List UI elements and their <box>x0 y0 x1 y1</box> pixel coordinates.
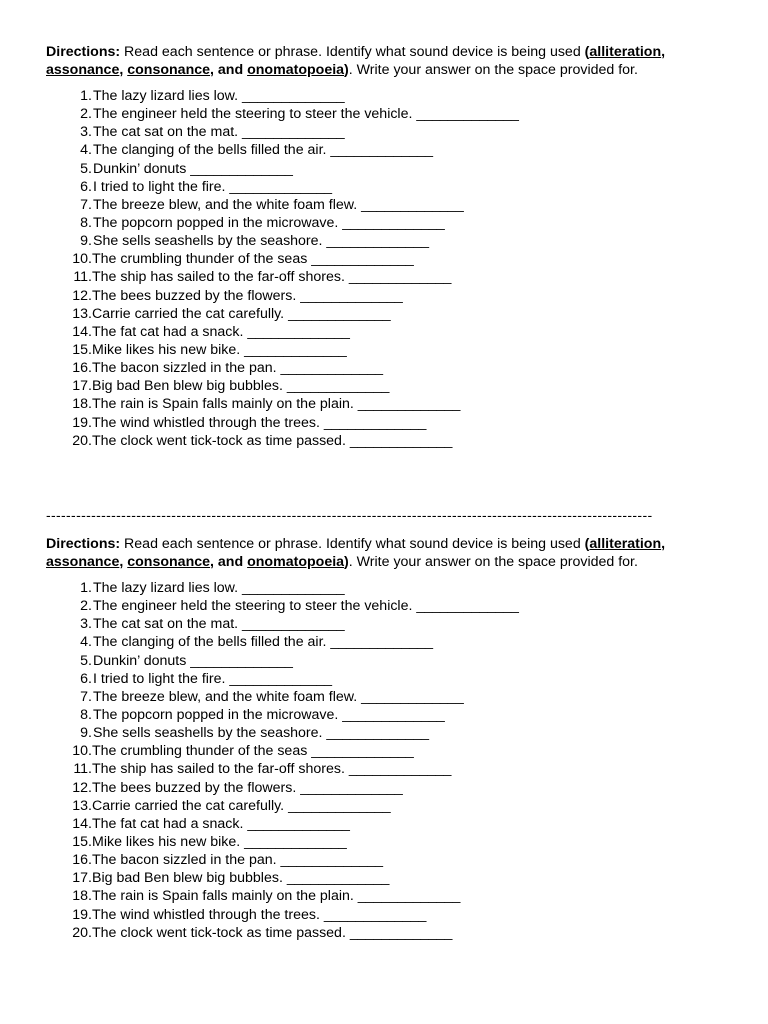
question-text: The crumbling thunder of the seas _____________ <box>92 251 414 268</box>
directions-text: Read each sentence or phrase. Identify what sound device is being used <box>120 44 585 60</box>
directions-text: Read each sentence or phrase. Identify what sound device is being used <box>120 536 585 552</box>
device-onomatopoeia: onomatopoeia <box>247 554 345 570</box>
question-item <box>46 250 726 268</box>
question-number: 3. <box>80 616 92 633</box>
question-number: 13. <box>72 797 92 814</box>
question-text: The lazy lizard lies low. _____________ <box>93 88 345 104</box>
question-item <box>46 887 726 905</box>
question-text: The lazy lizard lies low. _____________ <box>93 580 345 596</box>
question-text: The rain is Spain falls mainly on the plain. _____________ <box>92 396 461 413</box>
question-text: Dunkin’ donuts _____________ <box>93 652 293 669</box>
question-number: 19. <box>72 414 92 431</box>
question-item <box>46 141 726 159</box>
question-number: 7. <box>80 688 92 705</box>
question-number: 20. <box>72 924 92 941</box>
question-item <box>46 395 726 413</box>
device-consonance: consonance <box>127 554 211 570</box>
question-item <box>46 214 726 232</box>
question-number: 12. <box>72 287 92 304</box>
question-text: Mike likes his new bike. _____________ <box>92 833 347 850</box>
question-item <box>46 414 726 432</box>
question-item <box>46 377 726 395</box>
question-number: 5. <box>80 652 92 669</box>
question-text: She sells seashells by the seashore. _____________ <box>93 725 430 742</box>
question-item <box>46 87 726 105</box>
question-number: 11. <box>73 269 92 286</box>
directions-instructions: . Write your answer on the space provided for. <box>348 62 638 78</box>
question-item <box>46 305 726 323</box>
question-number: 18. <box>72 888 92 905</box>
question-number: 9. <box>80 725 92 742</box>
worksheet-top <box>46 43 726 450</box>
question-number: 8. <box>80 214 92 231</box>
question-item <box>46 579 726 597</box>
question-item <box>46 359 726 377</box>
device-alliteration: alliteration <box>589 44 662 60</box>
question-text: The rain is Spain falls mainly on the plain. _____________ <box>92 888 461 905</box>
question-number: 10. <box>72 251 92 268</box>
question-item <box>46 688 726 706</box>
question-number: 3. <box>80 124 92 141</box>
question-number: 6. <box>80 178 92 195</box>
question-text: The ship has sailed to the far-off shores. _____________ <box>92 269 452 286</box>
question-number: 1. <box>80 88 92 104</box>
question-text: Big bad Ben blew big bubbles. _____________ <box>92 378 390 395</box>
question-item <box>46 268 726 286</box>
question-text: The breeze blew, and the white foam flew. _____________ <box>93 688 464 705</box>
question-item <box>46 196 726 214</box>
directions-label: Directions: <box>46 44 121 60</box>
question-text: The crumbling thunder of the seas _____________ <box>92 743 414 760</box>
question-item <box>46 232 726 250</box>
question-text: The wind whistled through the trees. _____________ <box>92 906 427 923</box>
question-number: 4. <box>80 142 92 159</box>
question-item <box>46 178 726 196</box>
question-text: The cat sat on the mat. _____________ <box>93 616 345 633</box>
question-item <box>46 341 726 359</box>
question-item <box>46 815 726 833</box>
question-text: The clanging of the bells filled the air. _____________ <box>93 634 433 651</box>
question-text: The popcorn popped in the microwave. _____________ <box>93 214 445 231</box>
question-item <box>46 615 726 633</box>
question-number: 5. <box>80 160 92 177</box>
question-text: The clock went tick-tock as time passed. _____________ <box>92 924 453 941</box>
question-list <box>46 579 726 942</box>
question-number: 16. <box>72 360 92 377</box>
question-list <box>46 87 726 450</box>
question-item <box>46 924 726 942</box>
question-text: The bees buzzed by the flowers. _____________ <box>92 779 403 796</box>
question-item <box>46 724 726 742</box>
question-text: The engineer held the steering to steer the vehicle. _____________ <box>93 106 519 123</box>
question-number: 10. <box>72 743 92 760</box>
question-text: Mike likes his new bike. _____________ <box>92 341 347 358</box>
question-number: 14. <box>72 815 92 832</box>
question-item <box>46 797 726 815</box>
question-text: The breeze blew, and the white foam flew. _____________ <box>93 196 464 213</box>
question-number: 2. <box>80 106 92 123</box>
question-text: Dunkin’ donuts _____________ <box>93 160 293 177</box>
directions-label: Directions: <box>46 536 121 552</box>
worksheet-bottom <box>46 535 726 942</box>
question-number: 12. <box>72 779 92 796</box>
question-text: The cat sat on the mat. _____________ <box>93 124 345 141</box>
question-number: 14. <box>72 323 92 340</box>
question-number: 13. <box>72 305 92 322</box>
question-text: The ship has sailed to the far-off shores. _____________ <box>92 761 452 778</box>
question-text: The fat cat had a snack. _____________ <box>92 323 350 340</box>
question-text: She sells seashells by the seashore. _____________ <box>93 233 430 250</box>
question-text: The bees buzzed by the flowers. _____________ <box>92 287 403 304</box>
directions-paragraph <box>46 43 718 79</box>
question-item <box>46 851 726 869</box>
question-item <box>46 760 726 778</box>
question-text: The clanging of the bells filled the air. _____________ <box>93 142 433 159</box>
question-item <box>46 633 726 651</box>
device-assonance: assonance <box>46 554 120 570</box>
device-alliteration: alliteration <box>589 536 662 552</box>
question-item <box>46 105 726 123</box>
question-text: Big bad Ben blew big bubbles. _____________ <box>92 870 390 887</box>
question-text: I tried to light the fire. _____________ <box>93 178 332 195</box>
question-number: 15. <box>72 341 92 358</box>
question-item <box>46 597 726 615</box>
question-item <box>46 706 726 724</box>
question-item <box>46 160 726 178</box>
question-text: The popcorn popped in the microwave. _____________ <box>93 706 445 723</box>
question-number: 17. <box>72 378 92 395</box>
question-item <box>46 833 726 851</box>
question-text: I tried to light the fire. _____________ <box>93 670 332 687</box>
question-number: 20. <box>72 432 92 449</box>
question-text: The bacon sizzled in the pan. _____________ <box>92 360 384 377</box>
question-text: The clock went tick-tock as time passed. _____________ <box>92 432 453 449</box>
devices-list: (alliteration, assonance, consonance, and onomatopoeia) <box>46 44 666 78</box>
question-text: Carrie carried the cat carefully. _____________ <box>92 305 391 322</box>
question-item <box>46 323 726 341</box>
question-number: 2. <box>80 598 92 615</box>
question-number: 18. <box>72 396 92 413</box>
question-text: The bacon sizzled in the pan. _____________ <box>92 852 384 869</box>
question-number: 1. <box>80 580 92 596</box>
question-number: 19. <box>72 906 92 923</box>
question-number: 4. <box>80 634 92 651</box>
question-number: 8. <box>80 706 92 723</box>
device-assonance: assonance <box>46 62 120 78</box>
question-number: 7. <box>80 196 92 213</box>
device-onomatopoeia: onomatopoeia <box>247 62 345 78</box>
question-item <box>46 652 726 670</box>
question-item <box>46 432 726 450</box>
question-item <box>46 670 726 688</box>
question-text: The wind whistled through the trees. _____________ <box>92 414 427 431</box>
question-number: 6. <box>80 670 92 687</box>
cut-line-separator: ------------------------------------------------------------------------------------------------------------------------- <box>46 507 653 523</box>
question-item <box>46 869 726 887</box>
question-item <box>46 742 726 760</box>
question-number: 11. <box>73 761 92 778</box>
question-number: 9. <box>80 233 92 250</box>
question-text: The fat cat had a snack. _____________ <box>92 815 350 832</box>
question-text: Carrie carried the cat carefully. _____________ <box>92 797 391 814</box>
question-item <box>46 906 726 924</box>
question-text: The engineer held the steering to steer the vehicle. _____________ <box>93 598 519 615</box>
question-number: 16. <box>72 852 92 869</box>
directions-paragraph <box>46 535 718 571</box>
question-item <box>46 123 726 141</box>
question-number: 17. <box>72 870 92 887</box>
device-consonance: consonance <box>127 62 211 78</box>
devices-list: (alliteration, assonance, consonance, and onomatopoeia) <box>46 536 666 570</box>
question-item <box>46 287 726 305</box>
question-item <box>46 779 726 797</box>
directions-instructions: . Write your answer on the space provided for. <box>348 554 638 570</box>
question-number: 15. <box>72 833 92 850</box>
